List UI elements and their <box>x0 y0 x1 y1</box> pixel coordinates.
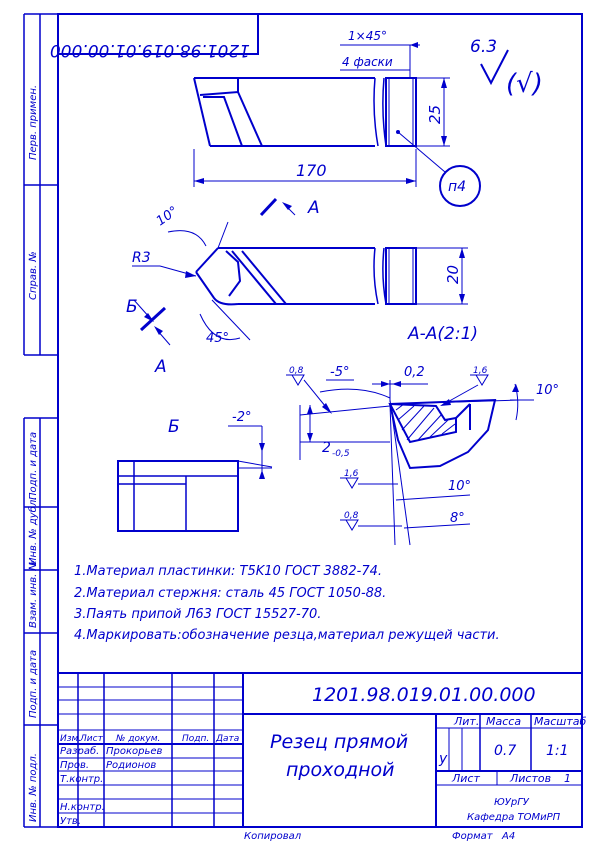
dim-height: 25 <box>426 104 444 124</box>
sec-angle-10a: 10° <box>536 383 560 398</box>
massa-value: 0.7 <box>494 743 517 759</box>
section-title: А-А(2:1) <box>408 324 479 344</box>
hdr-docnum: № докум. <box>116 734 161 744</box>
masshtab-value: 1:1 <box>546 743 569 759</box>
hdr-izm: Изм. <box>60 734 82 744</box>
footer-format: Формат <box>452 831 493 842</box>
label-sprav-num: Справ. № <box>28 251 39 300</box>
hdr-massa: Масса <box>486 715 522 728</box>
note-1: 1.Материал пластинки: T5K10 ГОСТ 3882-74. <box>74 564 383 579</box>
label-podp-data-1: Подп. и дата <box>28 431 39 500</box>
chamfer-size: 1×45° <box>348 29 387 43</box>
roughness-general-value: 6.3 <box>470 37 498 57</box>
technical-notes <box>74 564 500 643</box>
view-b-angle: -2° <box>232 410 252 425</box>
radius-label: R3 <box>132 250 151 266</box>
name-prov: Родионов <box>106 760 157 771</box>
sec-roughness-16a: 1,6 <box>473 366 488 376</box>
view-a-label-front: А <box>155 357 167 377</box>
view-b-label-front: Б <box>126 297 138 317</box>
org-line-2: Кафедра ТОМиРП <box>467 812 561 823</box>
hdr-list: Лист <box>80 734 103 744</box>
note-2: 2.Материал стержня: сталь 45 ГОСТ 1050-88. <box>74 586 387 601</box>
footer-format-value: А4 <box>502 831 516 842</box>
name-razrab: Прокорьев <box>106 746 163 757</box>
role-razrab: Разраб. <box>60 746 100 757</box>
roughness-other-mark: (√) <box>506 69 543 99</box>
lit-value: у <box>439 751 448 767</box>
dim-length: 170 <box>296 161 327 180</box>
title-block <box>58 673 586 827</box>
hdr-masshtab: Масштаб <box>534 715 587 728</box>
sec-angle-10b: 10° <box>448 479 472 494</box>
view-b-a-indicator <box>126 297 170 377</box>
note-3: 3.Паять припой Л63 ГОСТ 15527-70. <box>74 607 322 622</box>
label-inv-podl: Инв. № подл. <box>28 753 39 822</box>
listov-label: Листов <box>510 772 552 785</box>
sec-angle-8: 8° <box>450 511 465 526</box>
label-inv-dubl: Инв. № дубл. <box>28 496 39 565</box>
roughness-general-symbol <box>470 37 543 99</box>
view-a-label-top: А <box>308 198 320 218</box>
sec-angle-minus5: -5° <box>330 365 350 380</box>
mirrored-designation: 1201.98.019.01.00.000 <box>49 40 250 60</box>
sec-roughness-08a: 0,8 <box>289 366 304 376</box>
sec-dim-2: 2 <box>322 440 331 456</box>
title-designation: 1201.98.019.01.00.000 <box>312 684 536 706</box>
label-podp-data-2: Подп. и дата <box>28 649 39 718</box>
label-vzam-inv: Взам. инв. № <box>28 560 39 628</box>
dim-width: 20 <box>444 264 462 284</box>
mirrored-designation-box <box>50 14 258 60</box>
part-name-1: Резец прямой <box>270 731 409 753</box>
role-utv: Утв. <box>60 816 81 827</box>
sec-dim-tol: -0,5 <box>332 449 350 459</box>
sec-roughness-16b: 1,6 <box>344 469 359 479</box>
part-name-2: проходной <box>286 759 395 781</box>
view-b-title: Б <box>168 417 180 437</box>
hdr-lit: Лит. <box>454 715 480 728</box>
view-b <box>118 410 272 531</box>
note-4: 4.Маркировать:обозначение резца,материал режущей части. <box>74 628 500 643</box>
sec-roughness-08b: 0,8 <box>344 511 359 521</box>
angle-10-front: 10° <box>153 203 182 230</box>
note-mark: п4 <box>448 179 467 195</box>
left-strip <box>24 14 58 827</box>
org-line-1: ЮУрГУ <box>494 797 529 808</box>
list-label: Лист <box>452 772 480 785</box>
role-tkontr: Т.контр. <box>60 774 104 785</box>
listov-value: 1 <box>564 772 571 785</box>
role-prov: Пров. <box>60 760 90 771</box>
role-nkontr: Н.контр. <box>60 802 105 813</box>
section-aa <box>286 324 559 545</box>
hdr-data: Дата <box>216 734 240 744</box>
sec-dim-02: 0,2 <box>404 365 425 380</box>
hdr-podp: Подп. <box>182 734 210 744</box>
sheet-footer <box>244 831 515 842</box>
view-a-indicator <box>261 198 320 218</box>
label-perv-primen: Перв. примен. <box>28 84 39 160</box>
angle-45: 45° <box>206 331 230 346</box>
footer-copied: Копировал <box>244 831 302 842</box>
chamfer-count: 4 фаски <box>342 55 393 69</box>
